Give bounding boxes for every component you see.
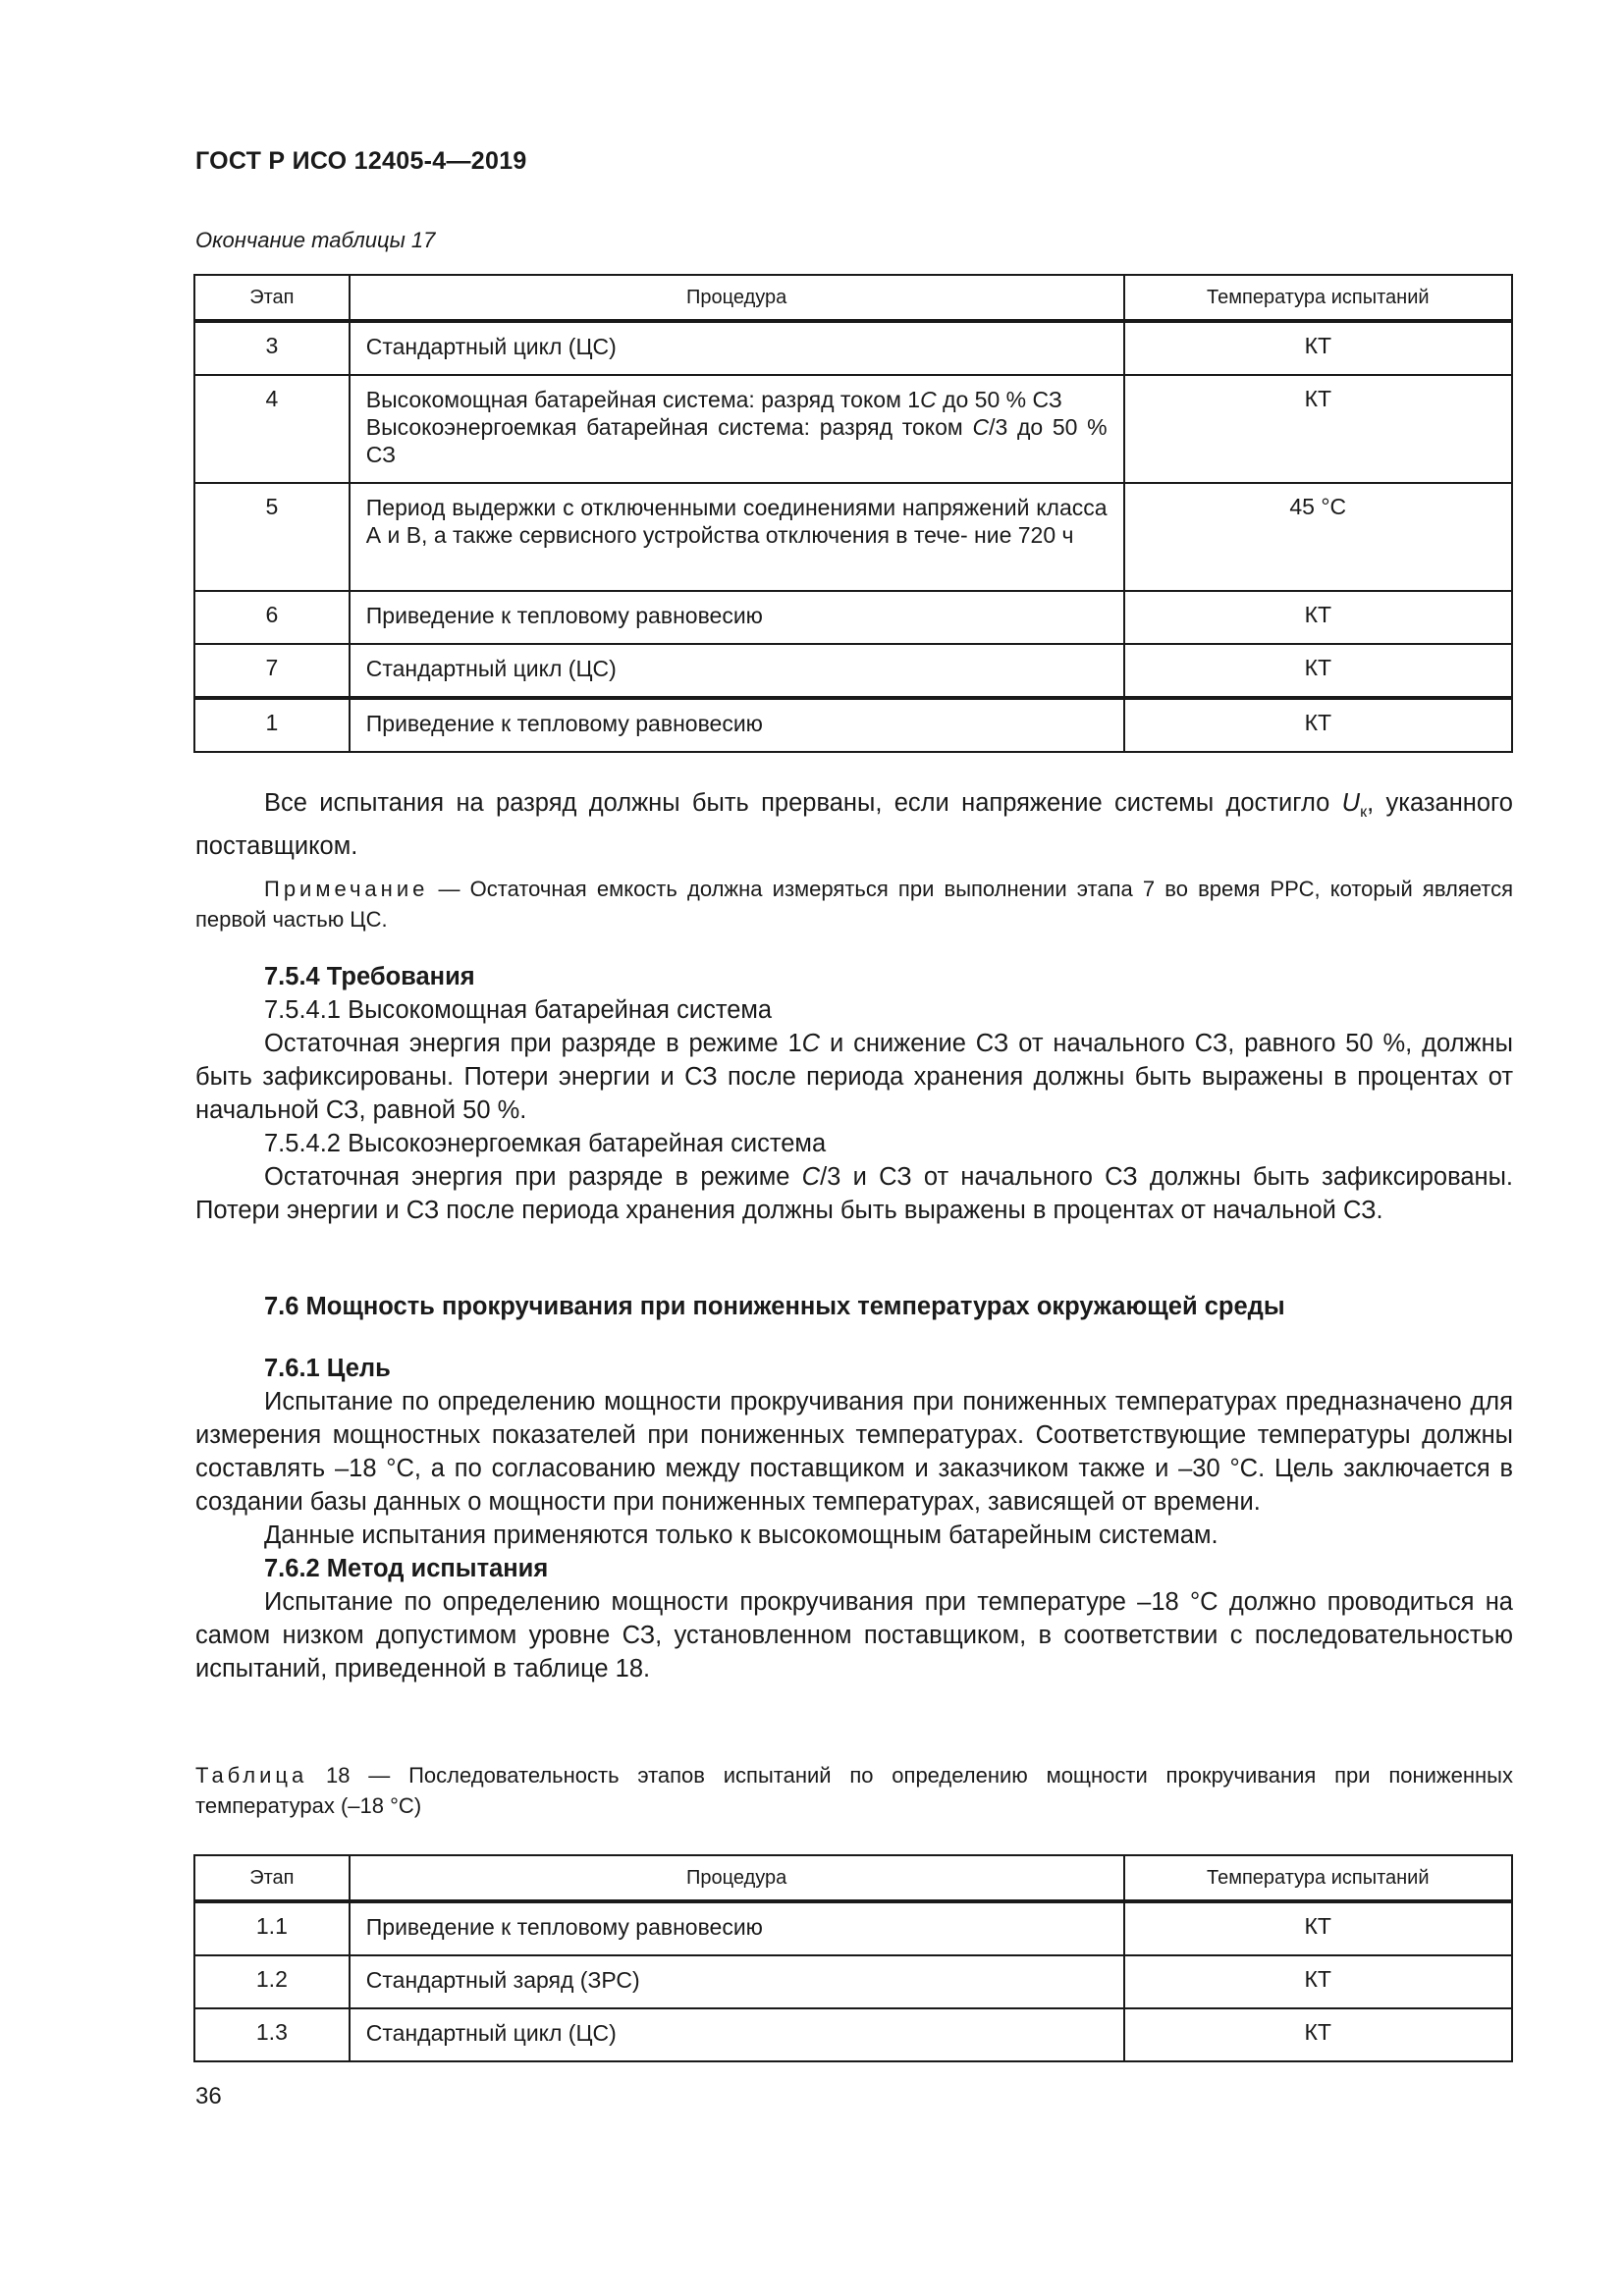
temperature-cell: КТ bbox=[1124, 1901, 1512, 1955]
temperature-cell: КТ bbox=[1124, 698, 1512, 752]
column-header-procedure: Процедура bbox=[350, 1855, 1124, 1901]
paragraph-text: Остаточная энергия при разряде в режиме bbox=[264, 1163, 802, 1191]
table-caption-text: 18 — Последовательность этапов испытаний по определению мощности прокручивания при пониженных температурах (–18 °С) bbox=[195, 1763, 1513, 1818]
table-row bbox=[194, 321, 1512, 375]
paragraph: Испытание по определению мощности прокручивания при пониженных температурах предназначено для измерения мощностных показателей при пониженных температурах. Соответствующие температуры должны составлять –18 °С, а по согласованию между поставщиком и заказчиком также и –30 °С. Цель заключается в создании базы данных о мощности при пониженных температурах, зависящей от времени. bbox=[195, 1388, 1513, 1516]
table-header-row bbox=[194, 275, 1512, 321]
stage-cell: 1 bbox=[194, 698, 350, 752]
table-row bbox=[194, 644, 1512, 698]
note-text: — Остаточная емкость должна измеряться при выполнении этапа 7 во время РРС, который является первой частью ЦС. bbox=[195, 877, 1513, 932]
procedure-cell: Стандартный цикл (ЦС) bbox=[350, 2008, 1124, 2061]
stage-cell: 5 bbox=[194, 483, 350, 591]
temperature-cell: КТ bbox=[1124, 591, 1512, 644]
page-number: 36 bbox=[195, 2083, 222, 2109]
procedure-cell: Стандартный заряд (ЗРС) bbox=[350, 1955, 1124, 2008]
procedure-cell: Приведение к тепловому равновесию bbox=[350, 591, 1124, 644]
procedure-text: до 50 % СЗ bbox=[936, 387, 1062, 412]
voltage-subscript: к bbox=[1360, 804, 1368, 822]
section-heading: 7.5.4 Требования bbox=[264, 963, 475, 990]
column-header-procedure: Процедура bbox=[350, 275, 1124, 321]
stage-cell: 4 bbox=[194, 375, 350, 483]
procedure-cell bbox=[350, 375, 1124, 483]
procedure-cell: Приведение к тепловому равновесию bbox=[350, 698, 1124, 752]
table-row bbox=[194, 483, 1512, 591]
temperature-cell: КТ bbox=[1124, 1955, 1512, 2008]
procedure-cell: Приведение к тепловому равновесию bbox=[350, 1901, 1124, 1955]
table-header-row bbox=[194, 1855, 1512, 1901]
procedure-text: Высокоэнергоемкая батарейная система: разряд током bbox=[365, 414, 973, 440]
table-row bbox=[194, 1955, 1512, 2008]
table18-caption bbox=[195, 1760, 1513, 1821]
section-7-6-1 bbox=[195, 1352, 1513, 1685]
italic-c: C bbox=[801, 1163, 821, 1191]
note-paragraph bbox=[195, 874, 1513, 934]
section-heading: 7.6.2 Метод испытания bbox=[264, 1555, 549, 1582]
procedure-text: Высокомощная батарейная система: разряд током 1 bbox=[365, 387, 921, 412]
stage-cell: 1.1 bbox=[194, 1901, 350, 1955]
paragraph-text: , указанного поставщиком. bbox=[195, 789, 1513, 861]
paragraph: Данные испытания применяются только к высокомощным батарейным системам. bbox=[264, 1522, 1218, 1549]
paragraph-text: /3 и СЗ от начального СЗ должны быть зафиксированы. Потери энергии и СЗ после периода хранения должны быть выражены в процентах от начальной СЗ. bbox=[195, 1163, 1514, 1224]
subsection-heading: 7.5.4.2 Высокоэнергоемкая батарейная система bbox=[264, 1130, 827, 1157]
paragraph bbox=[195, 1160, 1513, 1227]
stage-cell: 3 bbox=[194, 321, 350, 375]
column-header-stage: Этап bbox=[194, 275, 350, 321]
stage-cell: 1.3 bbox=[194, 2008, 350, 2061]
table17-caption: Окончание таблицы 17 bbox=[195, 228, 436, 252]
section-heading: 7.6 Мощность прокручивания при пониженных температурах окружающей среды bbox=[264, 1293, 1285, 1320]
procedure-text: /3 до 50 % СЗ bbox=[365, 414, 1108, 467]
procedure-italic: C bbox=[920, 387, 937, 412]
temperature-cell: КТ bbox=[1124, 321, 1512, 375]
section-heading: 7.6.1 Цель bbox=[264, 1355, 391, 1382]
voltage-symbol: U bbox=[1341, 789, 1361, 817]
subsection-heading: 7.5.4.1 Высокомощная батарейная система bbox=[264, 996, 773, 1024]
procedure-cell: Стандартный цикл (ЦС) bbox=[350, 644, 1124, 698]
table-17 bbox=[193, 274, 1513, 753]
stage-cell: 6 bbox=[194, 591, 350, 644]
temperature-cell: 45 °С bbox=[1124, 483, 1512, 591]
table-row bbox=[194, 698, 1512, 752]
procedure-cell: Период выдержки с отключенными соединениями напряжений класса А и В, а также сервисного устройства отключения в тече- ние 720 ч bbox=[350, 483, 1124, 591]
paragraph: Испытание по определению мощности прокручивания при температуре –18 °С должно проводиться на самом низком допустимом уровне СЗ, установленном поставщиком, в соответствии с последовательностью испытаний, приведенной в таблице 18. bbox=[195, 1588, 1513, 1682]
table-row bbox=[194, 375, 1512, 483]
discharge-paragraph bbox=[195, 786, 1513, 863]
temperature-cell: КТ bbox=[1124, 2008, 1512, 2061]
stage-cell: 7 bbox=[194, 644, 350, 698]
procedure-cell: Стандартный цикл (ЦС) bbox=[350, 321, 1124, 375]
paragraph-text: Все испытания на разряд должны быть прерваны, если напряжение системы достигло bbox=[264, 789, 1342, 817]
temperature-cell: КТ bbox=[1124, 644, 1512, 698]
stage-cell: 1.2 bbox=[194, 1955, 350, 2008]
italic-c: C bbox=[801, 1030, 821, 1057]
paragraph bbox=[195, 1027, 1513, 1127]
paragraph-text: Остаточная энергия при разряде в режиме 1 bbox=[264, 1030, 802, 1057]
table-row bbox=[194, 1901, 1512, 1955]
section-7-5-4 bbox=[195, 960, 1513, 1227]
column-header-stage: Этап bbox=[194, 1855, 350, 1901]
paragraph-text: и снижение СЗ от начального СЗ, равного 50 %, должны быть зафиксированы. Потери энергии и СЗ после периода хранения должны быть выражены в процентах от начальной СЗ, равной 50 %. bbox=[195, 1030, 1513, 1124]
table-18 bbox=[193, 1854, 1513, 2062]
note-label: Примечание bbox=[264, 877, 429, 901]
column-header-temperature: Температура испытаний bbox=[1124, 1855, 1512, 1901]
table-row bbox=[194, 591, 1512, 644]
document-header: ГОСТ Р ИСО 12405-4—2019 bbox=[195, 147, 527, 175]
section-7-6 bbox=[195, 1290, 1513, 1323]
table-row bbox=[194, 2008, 1512, 2061]
procedure-italic: C bbox=[972, 414, 990, 440]
table-caption-label: Таблица bbox=[195, 1763, 308, 1788]
temperature-cell: КТ bbox=[1124, 375, 1512, 483]
column-header-temperature: Температура испытаний bbox=[1124, 275, 1512, 321]
